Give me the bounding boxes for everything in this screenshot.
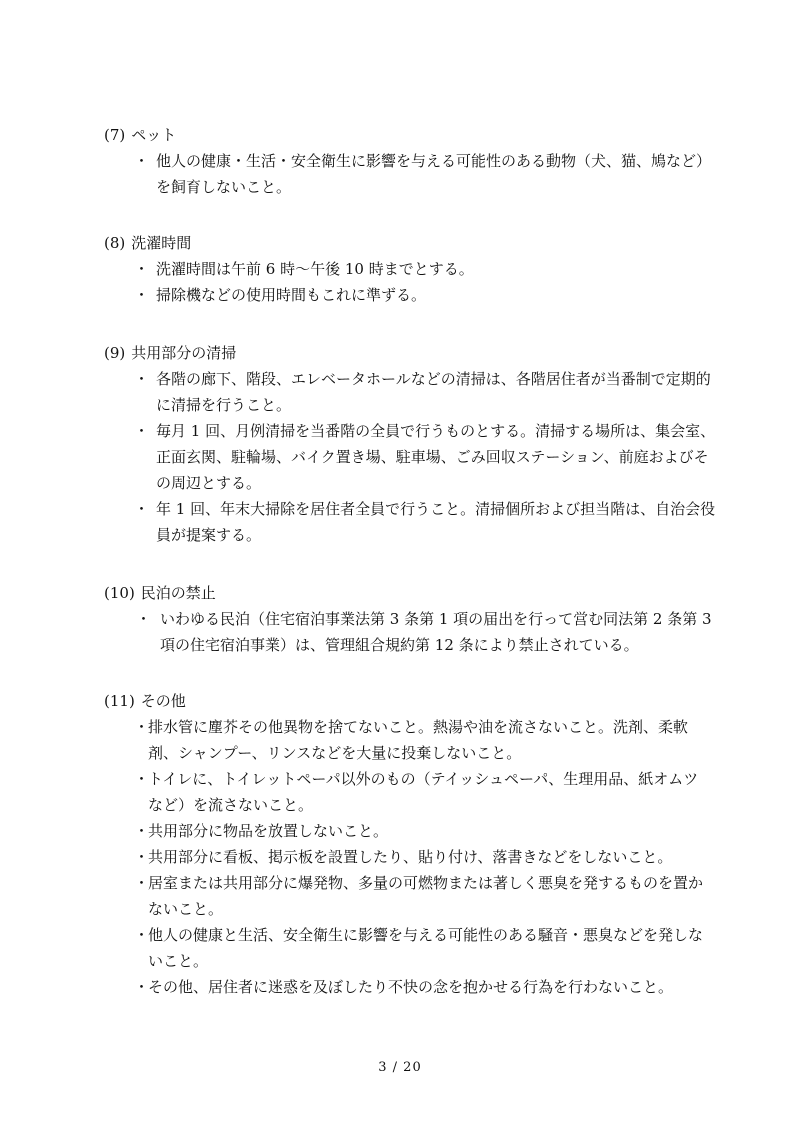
section-number: (9)	[104, 344, 126, 362]
bullet-icon: ・	[134, 978, 150, 996]
section-title: その他	[140, 692, 186, 710]
section-heading	[104, 122, 724, 148]
bullet-icon: ・	[134, 822, 150, 840]
bullet-icon: ・	[136, 610, 152, 628]
list-item-text: 共用部分に物品を放置しないこと。	[148, 822, 389, 840]
section-10-minpaku-ban	[104, 580, 724, 658]
list-item-text: 掃除機などの使用時間もこれに準ずる。	[156, 286, 427, 304]
page-number: 3 / 20	[378, 1060, 422, 1075]
list-item-text: 居室または共用部分に爆発物、多量の可燃物または著しく悪臭を発するものを置かないこと。	[148, 874, 704, 918]
list-item-text: 排水管に塵芥その他異物を捨てないこと。熱湯や油を流さないこと。洗剤、柔軟剤、シャンプー、リンスなどを大量に投棄しないこと。	[148, 718, 689, 762]
section-title: ペット	[131, 126, 177, 144]
section-number: (8)	[104, 234, 126, 252]
list-item-text: 共用部分に看板、掲示板を設置したり、貼り付け、落書きなどをしないこと。	[148, 848, 673, 866]
section-title: 共用部分の清掃	[131, 344, 237, 362]
list-item	[134, 496, 716, 548]
section-8-laundry-hours	[104, 230, 724, 308]
bullet-icon: ・	[134, 848, 150, 866]
bullet-icon: ・	[134, 926, 150, 944]
section-title: 洗濯時間	[131, 234, 192, 252]
bullet-icon: ・	[134, 422, 150, 440]
list-item-text: 他人の健康と生活、安全衛生に影響を与える可能性のある騒音・悪臭などを発しないこと。	[148, 926, 704, 970]
bullet-icon: ・	[134, 874, 150, 892]
list-item	[134, 870, 712, 922]
bullet-icon: ・	[134, 260, 150, 278]
bullet-icon: ・	[134, 370, 150, 388]
list-item-text: 年 1 回、年末大掃除を居住者全員で行うこと。清掃個所および担当階は、自治会役員が提案する。	[156, 500, 716, 544]
section-heading	[104, 688, 724, 714]
list-item-text: 各階の廊下、階段、エレベータホールなどの清掃は、各階居住者が当番制で定期的に清掃を行うこと。	[156, 370, 711, 414]
list-item-text: 毎月 1 回、月例清掃を当番階の全員で行うものとする。清掃する場所は、集会室、正面玄関、駐輪場、バイク置き場、駐車場、ごみ回収ステーション、前庭およびその周辺とする。	[156, 422, 716, 492]
section-number: (11)	[104, 692, 135, 710]
list-item	[134, 256, 716, 282]
list-item-text: その他、居住者に迷惑を及ぼしたり不快の念を抱かせる行為を行わないこと。	[148, 978, 674, 996]
list-item	[134, 148, 716, 200]
list-item	[134, 974, 712, 1000]
list-item	[134, 922, 712, 974]
list-item	[134, 766, 712, 818]
section-9-common-area-cleaning	[104, 340, 724, 548]
section-title: 民泊の禁止	[140, 584, 216, 602]
section-heading	[104, 230, 724, 256]
bullet-icon: ・	[134, 286, 150, 304]
list-item	[136, 606, 714, 658]
list-item-text: いわゆる民泊（住宅宿泊事業法第 3 条第 1 項の届出を行って営む同法第 2 条第 3 項の住宅宿泊事業）は、管理組合規約第 12 条により禁止されている。	[160, 610, 712, 654]
list-item	[134, 818, 712, 844]
section-11-other	[104, 688, 724, 1000]
list-item	[134, 282, 716, 308]
list-item-text: 他人の健康・生活・安全衛生に影響を与える可能性のある動物（犬、猫、鳩など）を飼育しないこと。	[156, 152, 712, 196]
bullet-icon: ・	[134, 770, 150, 788]
section-number: (10)	[104, 584, 135, 602]
section-heading	[104, 580, 724, 606]
list-item	[134, 418, 716, 496]
section-number: (7)	[104, 126, 126, 144]
bullet-icon: ・	[134, 500, 150, 518]
list-item	[134, 366, 716, 418]
list-item	[134, 844, 712, 870]
bullet-icon: ・	[134, 718, 150, 736]
bullet-icon: ・	[134, 152, 150, 170]
section-7-pets	[104, 122, 724, 200]
list-item	[134, 714, 712, 766]
section-heading	[104, 340, 724, 366]
list-item-text: トイレに、トイレットペーパ以外のもの（テイッシュペーパ、生理用品、紙オムツなど）を流さないこと。	[148, 770, 699, 814]
list-item-text: 洗濯時間は午前 6 時〜午後 10 時までとする。	[156, 260, 474, 278]
